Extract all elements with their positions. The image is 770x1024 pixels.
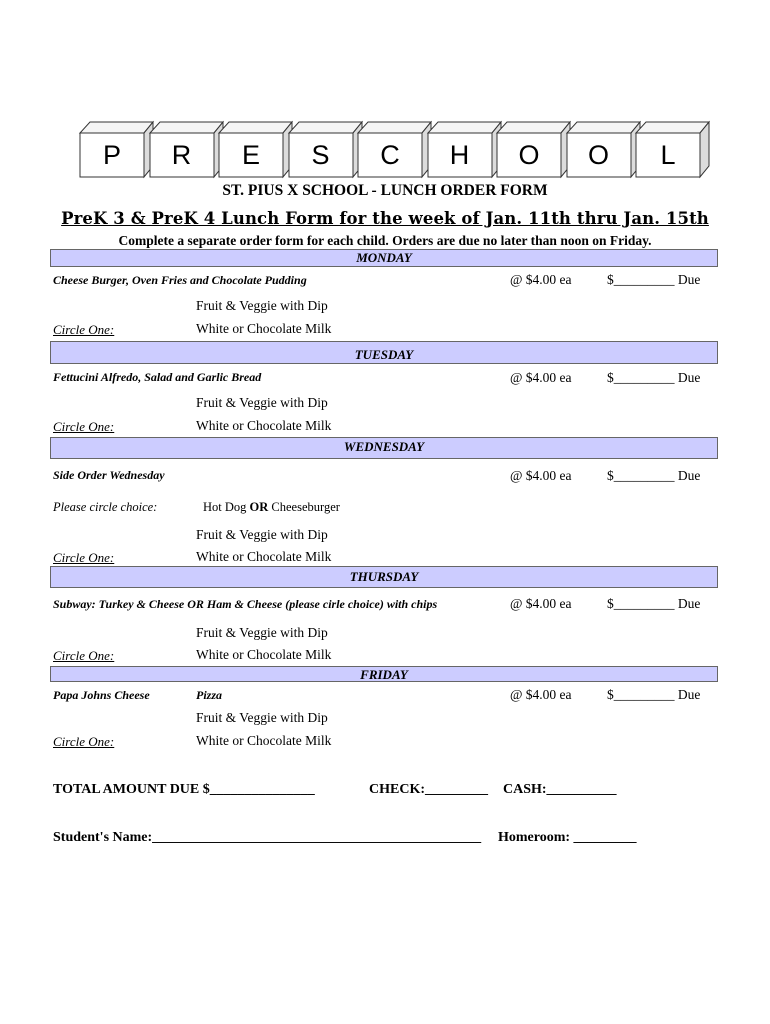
friday-item-part2: Pizza [196, 688, 223, 702]
wednesday-band [50, 437, 718, 459]
monday-band [50, 249, 718, 267]
friday-label: FRIDAY [360, 667, 408, 682]
block-letter-text: O [518, 140, 540, 170]
block-letter-text: L [660, 140, 676, 170]
block-letter-4 [289, 121, 359, 176]
friday-milk[interactable]: White or Chocolate Milk [196, 733, 332, 748]
tuesday-band [50, 341, 718, 364]
block-letter-text: O [587, 140, 609, 170]
total-amount-due[interactable]: TOTAL AMOUNT DUE $_______________ [53, 782, 315, 797]
wednesday-circle-label: Circle One: [53, 550, 115, 565]
block-letter-8 [567, 121, 637, 176]
tuesday-price: @ $4.00 ea [510, 370, 572, 385]
monday-label: MONDAY [356, 250, 412, 265]
friday-band [50, 666, 718, 682]
wednesday-milk[interactable]: White or Chocolate Milk [196, 549, 332, 564]
tuesday-due[interactable]: $_________ Due [607, 370, 701, 385]
wednesday-please-label: Please circle choice: [53, 500, 158, 514]
monday-circle-label: Circle One: [53, 322, 115, 337]
block-letter-6 [428, 121, 498, 176]
block-letter-5 [358, 121, 428, 176]
cash-field[interactable]: CASH:__________ [503, 782, 617, 797]
wednesday-due[interactable]: $_________ Due [607, 468, 701, 483]
tuesday-side[interactable]: Fruit & Veggie with Dip [196, 395, 328, 410]
tuesday-label: TUESDAY [354, 347, 414, 362]
tuesday-item: Fettucini Alfredo, Salad and Garlic Bread [53, 370, 262, 384]
instructions: Complete a separate order form for each child. Orders are due no later than noon on Friday. [118, 233, 652, 248]
wednesday-item: Side Order Wednesday [53, 468, 165, 482]
wednesday-choice[interactable] [203, 500, 340, 515]
thursday-label: THURSDAY [349, 569, 419, 584]
block-letter-text: R [171, 140, 192, 170]
school-title: ST. PIUS X SCHOOL - LUNCH ORDER FORM [222, 182, 548, 199]
block-letter-text: C [380, 140, 400, 170]
block-letter-text: S [311, 140, 330, 170]
wednesday-side[interactable]: Fruit & Veggie with Dip [196, 527, 328, 542]
thursday-side[interactable]: Fruit & Veggie with Dip [196, 625, 328, 640]
block-letter-text: E [241, 140, 260, 170]
block-letter-7 [497, 121, 567, 176]
thursday-price: @ $4.00 ea [510, 596, 572, 611]
monday-item: Cheese Burger, Oven Fries and Chocolate Pudding [53, 273, 307, 287]
wednesday-label: WEDNESDAY [343, 439, 425, 454]
friday-due[interactable]: $_________ Due [607, 687, 701, 702]
student-name-field[interactable]: Student's Name:_______________________________________________ [53, 830, 482, 845]
friday-circle-label: Circle One: [53, 734, 115, 749]
choice-cheeseburger[interactable]: Cheeseburger [268, 500, 340, 514]
block-letter-2 [150, 121, 220, 176]
check-field[interactable]: CHECK:_________ [369, 782, 488, 797]
thursday-due[interactable]: $_________ Due [607, 596, 701, 611]
monday-milk[interactable]: White or Chocolate Milk [196, 321, 332, 336]
block-letter-3 [219, 121, 289, 176]
wednesday-price: @ $4.00 ea [510, 468, 572, 483]
monday-due[interactable]: $_________ Due [607, 272, 701, 287]
preschool-block-letters [80, 121, 710, 181]
thursday-milk[interactable]: White or Chocolate Milk [196, 647, 332, 662]
tuesday-milk[interactable]: White or Chocolate Milk [196, 418, 332, 433]
block-letter-1 [80, 121, 150, 176]
thursday-circle-label: Circle One: [53, 648, 115, 663]
monday-price: @ $4.00 ea [510, 272, 572, 287]
choice-or: OR [249, 500, 269, 514]
block-letter-9 [636, 121, 706, 176]
week-title: PreK 3 & PreK 4 Lunch Form for the week of Jan. 11th thru Jan. 15th [61, 209, 709, 228]
monday-side[interactable]: Fruit & Veggie with Dip [196, 298, 328, 313]
block-letter-text: H [449, 140, 470, 170]
friday-side[interactable]: Fruit & Veggie with Dip [196, 710, 328, 725]
thursday-item: Subway: Turkey & Cheese OR Ham & Cheese (please cirle choice) with chips [53, 597, 438, 611]
friday-price: @ $4.00 ea [510, 687, 572, 702]
tuesday-circle-label: Circle One: [53, 419, 115, 434]
choice-hot-dog[interactable]: Hot Dog [203, 500, 250, 514]
thursday-band [50, 566, 718, 588]
friday-item-part1: Papa Johns Cheese [53, 688, 150, 702]
block-letter-text: P [102, 140, 121, 170]
homeroom-field[interactable]: Homeroom: _________ [498, 830, 637, 845]
